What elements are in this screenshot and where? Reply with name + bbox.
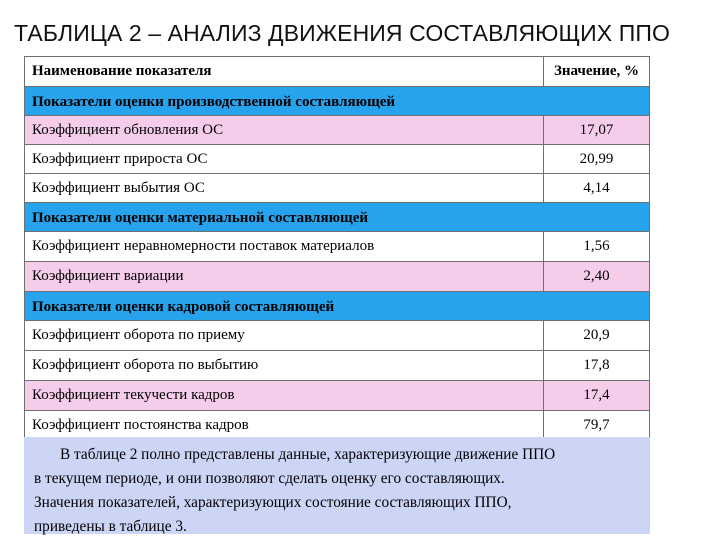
table-row <box>25 411 650 441</box>
indicator-name: Коэффициент обновления ОС <box>25 116 544 145</box>
table-row <box>25 232 650 262</box>
indicator-name: Коэффициент прироста ОС <box>25 145 544 174</box>
note-line: приведены в таблице 3. <box>34 518 187 535</box>
indicator-value: 1,56 <box>544 232 650 262</box>
note-line: в текущем периоде, и они позволяют сделать оценку его составляющих. <box>34 470 505 487</box>
note-line: Значения показателей, характеризующих состояние составляющих ППО, <box>34 494 512 511</box>
table-header-row <box>25 57 650 87</box>
note-line <box>34 443 640 467</box>
indicator-name: Коэффициент выбытия ОС <box>25 174 544 203</box>
table-row <box>25 262 650 292</box>
indicator-value: 17,4 <box>544 381 650 411</box>
section-title-material: Показатели оценки материальной составляющей <box>25 203 650 232</box>
indicators-table <box>24 56 650 441</box>
table-row <box>25 381 650 411</box>
note-paragraph <box>24 437 650 534</box>
section-header-row <box>25 87 650 116</box>
table-row <box>25 351 650 381</box>
indicator-name: Коэффициент оборота по выбытию <box>25 351 544 381</box>
table-row <box>25 145 650 174</box>
indicator-value: 20,99 <box>544 145 650 174</box>
indicator-value: 4,14 <box>544 174 650 203</box>
table-row <box>25 174 650 203</box>
indicator-value: 20,9 <box>544 321 650 351</box>
slide-title: ТАБЛИЦА 2 – АНАЛИЗ ДВИЖЕНИЯ СОСТАВЛЯЮЩИХ ППО <box>14 20 670 46</box>
header-value-cell: Значение, % <box>544 57 650 87</box>
section-title-personnel: Показатели оценки кадровой составляющей <box>25 292 650 321</box>
indicator-name: Коэффициент вариации <box>25 262 544 292</box>
indicator-value: 17,8 <box>544 351 650 381</box>
indicator-name: Коэффициент текучести кадров <box>25 381 544 411</box>
section-title-production: Показатели оценки производственной составляющей <box>25 87 650 116</box>
indicator-name: Коэффициент неравномерности поставок материалов <box>25 232 544 262</box>
indicator-value: 17,07 <box>544 116 650 145</box>
indicator-name: Коэффициент оборота по приему <box>25 321 544 351</box>
indicator-name: Коэффициент постоянства кадров <box>25 411 544 441</box>
section-header-row <box>25 292 650 321</box>
section-header-row <box>25 203 650 232</box>
header-name-cell: Наименование показателя <box>25 57 544 87</box>
table-row <box>25 116 650 145</box>
indicator-value: 79,7 <box>544 411 650 441</box>
note-line-text: В таблице 2 полно представлены данные, характеризующие движение ППО <box>60 446 556 463</box>
table-row <box>25 321 650 351</box>
indicator-value: 2,40 <box>544 262 650 292</box>
